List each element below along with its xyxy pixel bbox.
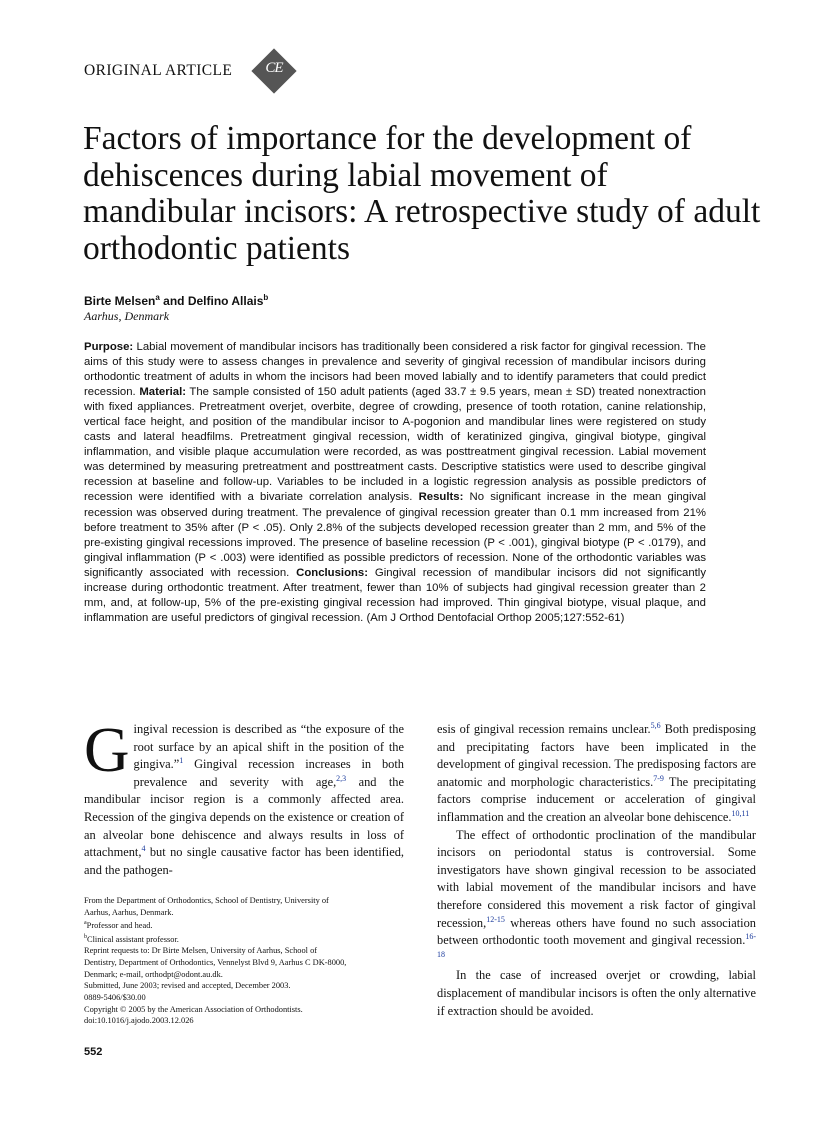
abstract-conclusions-text: Gingival recession of mandibular incisors did not significantly increase during orthodontic treatment. After treatment, fewer than 10% of subjects had gingival recession greater than 2 mm, and, at follow-up, 5% of the pre-existing gingival recession had improved. Thin gingival biotype, visual plaque, and inflammation are useful predictors of gingival recession. (Am J Orthod Dentofacial Orthop 2005;127:552-61) bbox=[84, 566, 706, 624]
citation-link[interactable]: 12-15 bbox=[486, 914, 505, 924]
body-paragraph bbox=[437, 721, 756, 827]
footnote-mark: a bbox=[84, 920, 87, 927]
footnote-submitted: Submitted, June 2003; revised and accepted, December 2003. bbox=[84, 981, 291, 991]
body-text: Gingival recession increases in both prevalence and severity with age, bbox=[133, 757, 404, 789]
section-label: ORIGINAL ARTICLE bbox=[84, 62, 233, 79]
footnote-doi[interactable]: doi:10.1016/j.ajodo.2003.12.026 bbox=[84, 1016, 194, 1026]
author-separator: and bbox=[159, 294, 188, 308]
footnote-role bbox=[84, 918, 406, 931]
footnote-role-text: Professor and head. bbox=[86, 921, 153, 931]
author-location: Aarhus, Denmark bbox=[84, 309, 170, 323]
footnote-reprint: Dentistry, Department of Orthodontics, Vennelyst Blvd 9, Aarhus C DK-8000, bbox=[84, 957, 347, 967]
body-text: esis of gingival recession remains unclear. bbox=[437, 722, 651, 736]
drop-cap: G bbox=[84, 715, 130, 785]
abstract-purpose-text: Labial movement of mandibular incisors has traditionally been considered a risk factor for gingival recession. The aims of this study were to assess changes in prevalence and severity of gingival recession of mandibular incisors during orthodontic treatment of adults in whom the incisors had been moved labially and to identify parameters that could predict recession. bbox=[84, 341, 706, 399]
footnote-reprint: Reprint requests to: Dr Birte Melsen, University of Aarhus, School of bbox=[84, 946, 318, 956]
footnote-copyright: Copyright © 2005 by the American Association of Orthodontists. bbox=[84, 1004, 303, 1014]
article-title: Factors of importance for the development of dehiscences during labial movement of mandibular incisors: A retrospective study of adult orthodontic patients bbox=[83, 120, 761, 267]
body-text: Both predisposing and precipitating factors have been implicated in the development of gingival recession. The predisposing factors are anatomic and morphologic characteristics. bbox=[437, 722, 756, 789]
abstract-results-label: Results: bbox=[418, 491, 464, 504]
body-column-right bbox=[437, 721, 756, 1020]
author-name: Birte Melsen bbox=[84, 294, 156, 308]
footnote-affiliation: From the Department of Orthodontics, School of Dentistry, University of bbox=[84, 896, 329, 905]
abstract-material-text: The sample consisted of 150 adult patients (aged 33.7 ± 9.5 years, mean ± SD) treated nonextraction with fixed appliances. Pretreatment overjet, overbite, degree of crowding, presence of tooth rotation, canine relationship, vertical face height, and position of the mandibular incisor to A-pogonion and mandibular lines were registered on study casts and lateral headfilms. Pretreatment gingival recession, width of keratinized gingiva, gingival biotype, gingival inflammation, and visible plaque accumulation were recorded, as was posttreatment gingival recession. Labial movement was determined by measuring pretreatment and posttreatment casts. Descriptive statistics were used to describe gingival recession at baseline and follow-up. Variables to be included in a logistic regression analysis as possible predictors of recession were identified with a bivariate correlation analysis. bbox=[84, 386, 706, 504]
abstract-purpose-label: Purpose: bbox=[84, 341, 134, 353]
citation-link[interactable]: 1 bbox=[179, 756, 184, 766]
footnote-issn: 0889-5406/$30.00 bbox=[84, 992, 146, 1002]
footnote-role-text: Clinical assistant professor. bbox=[87, 934, 179, 944]
body-text: The precipitating factors comprise inducement or acceleration of gingival inflammation and the creation an alveolar bone dehiscence. bbox=[437, 774, 756, 824]
citation-link[interactable]: 4 bbox=[141, 844, 146, 854]
abstract bbox=[84, 340, 706, 626]
citation-link[interactable]: 5,6 bbox=[650, 721, 661, 730]
body-text: and the mandibular incisor region is a commonly affected area. Recession of the gingiva depends on the existence or creation of an alveolar bone dehiscence and always results in loss of attachment, bbox=[84, 774, 404, 860]
citation-link[interactable]: 10,11 bbox=[731, 808, 750, 818]
body-text: The effect of orthodontic proclination of the mandibular incisors on periodontal status is controversial. Some investigators have shown gingival recession to be associated with labial movement of the mandibular incisors and have therefore considered this movement a risk factor of gingival recession, bbox=[437, 827, 756, 930]
author-affiliation-mark: a bbox=[155, 293, 160, 302]
body-paragraph: In the case of increased overjet or crowding, labial displacement of mandibular incisors is often the only alternative if extraction should be avoided. bbox=[437, 968, 756, 1018]
abstract-results-text: No significant increase in the mean gingival recession was observed during treatment. The prevalence of gingival recession greater than 0.1 mm increased from 21% before treatment to 35% after (P < .05). Only 2.8% of the subjects developed recession greater than 2 mm, and 5% of the pre-existing gingival recessions improved. The presence of baseline recession (P < .001), gingival biotype (P < .0179), and gingival inflammation (P < .003) were identified as possible predictors of recession. None of the orthodontic variables was significantly associated with recession. bbox=[84, 491, 707, 579]
ce-logo bbox=[251, 48, 297, 94]
footnote-mark: b bbox=[84, 933, 87, 940]
abstract-conclusions-label: Conclusions: bbox=[296, 566, 369, 579]
citation-link[interactable]: 16-18 bbox=[437, 932, 756, 959]
footnote-affiliation: Aarhus, Aarhus, Denmark. bbox=[84, 907, 174, 917]
body-text: ingival recession is described as “the exposure of the root surface by an apical shift in the position of the gingiva.” bbox=[133, 722, 404, 772]
ce-logo-text: CE bbox=[265, 60, 283, 76]
body-column-left bbox=[84, 715, 404, 879]
footnote-reprint: Denmark; e-mail, orthodpt@odont.au.dk. bbox=[84, 969, 223, 979]
page-number: 552 bbox=[84, 1046, 103, 1058]
abstract-material-label: Material: bbox=[139, 386, 186, 399]
body-paragraph bbox=[84, 715, 404, 879]
citation-link[interactable]: 2,3 bbox=[336, 773, 347, 783]
body-text: whereas others have found no such association between orthodontic tooth movement and gingival recession. bbox=[437, 915, 756, 948]
body-paragraph bbox=[437, 827, 756, 968]
author-name: Delfino Allais bbox=[187, 294, 264, 308]
author-affiliation-mark: b bbox=[263, 293, 269, 302]
footnotes bbox=[84, 895, 406, 1027]
citation-link[interactable]: 7-9 bbox=[653, 773, 664, 783]
body-text: but no single causative factor has been identified, and the pathogen- bbox=[84, 845, 404, 877]
footnote-role bbox=[84, 932, 406, 945]
author-line bbox=[84, 293, 268, 308]
